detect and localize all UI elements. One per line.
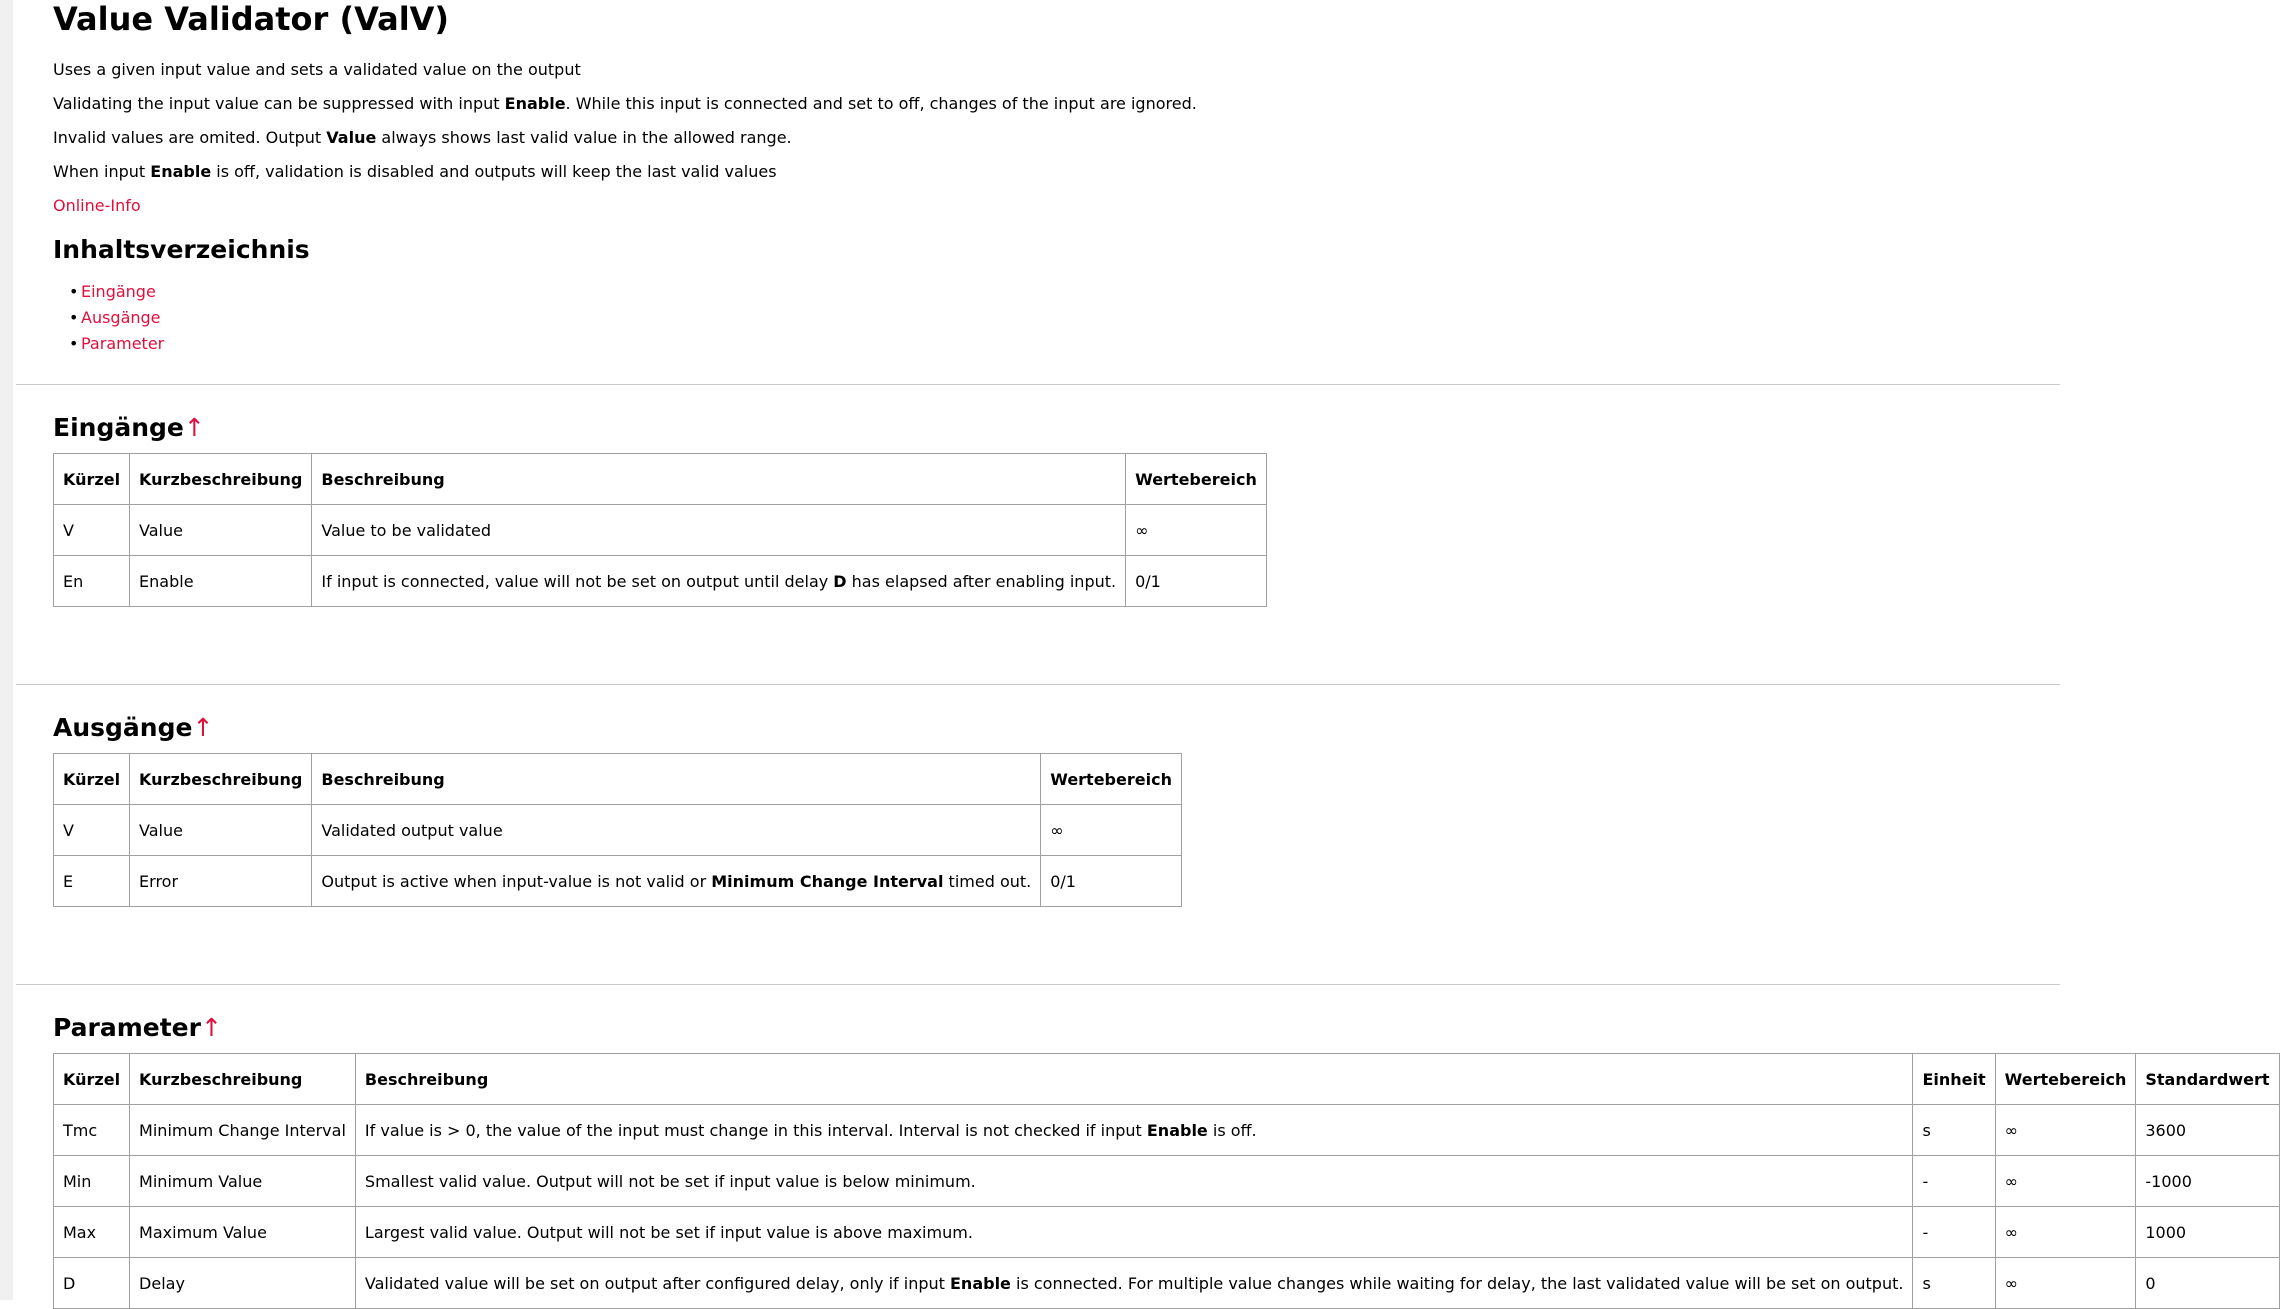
cell-desc: [355, 1258, 1913, 1309]
cell-desc: [312, 556, 1126, 607]
col-header-kurzbeschreibung: Kurzbeschreibung: [130, 454, 312, 505]
intro-line-3-text-c: always shows last valid value in the allowed range.: [376, 128, 792, 147]
intro-line-1-text: Uses a given input value and sets a validated value on the output: [53, 60, 581, 79]
cell-default: 3600: [2136, 1105, 2279, 1156]
cell-desc-text-c: is off.: [1207, 1120, 1257, 1140]
cell-desc: [355, 1105, 1913, 1156]
parameters-heading: [53, 1013, 2060, 1043]
table-row: [54, 505, 1267, 556]
cell-desc-text-c: has elapsed after enabling input.: [846, 571, 1117, 591]
parameters-back-to-top-link[interactable]: ↑: [200, 1013, 222, 1042]
intro-section: [16, 0, 2060, 357]
cell-short: Maximum Value: [130, 1207, 356, 1258]
page-content: [16, 0, 2270, 1309]
cell-unit: s: [1913, 1105, 1995, 1156]
cell-default: -1000: [2136, 1156, 2279, 1207]
inputs-back-to-top-link[interactable]: ↑: [183, 413, 205, 442]
cell-unit: -: [1913, 1207, 1995, 1258]
cell-abbr: E: [54, 856, 130, 907]
table-row: [54, 556, 1267, 607]
cell-unit: -: [1913, 1156, 1995, 1207]
cell-desc-text-c: is connected. For multiple value changes while waiting for delay, the last validated value will be set on output.: [1010, 1273, 1904, 1293]
col-header-kurzbeschreibung: Kurzbeschreibung: [130, 754, 312, 805]
col-header-wertebereich: Wertebereich: [1126, 454, 1267, 505]
section-divider-2: [16, 684, 2060, 685]
intro-line-2-bold: Enable: [504, 94, 566, 113]
toc-list: [53, 279, 2060, 357]
cell-desc-text-a: If input is connected, value will not be set on output until delay: [321, 571, 834, 591]
cell-desc: [355, 1207, 1913, 1258]
table-row: [54, 856, 1182, 907]
cell-short: Value: [130, 505, 312, 556]
cell-abbr: D: [54, 1258, 130, 1309]
cell-abbr: Max: [54, 1207, 130, 1258]
toc-item-ausgaenge: [81, 305, 2060, 331]
intro-line-4-bold: Enable: [150, 162, 212, 181]
section-divider-3: [16, 984, 2060, 985]
cell-desc-bold: D: [833, 571, 847, 591]
cell-desc-text-a: If value is > 0, the value of the input must change in this interval. Interval is not checked if input: [364, 1120, 1147, 1140]
cell-desc-text: Value to be validated: [321, 520, 492, 540]
cell-abbr: Tmc: [54, 1105, 130, 1156]
col-header-standardwert: Standardwert: [2136, 1054, 2279, 1105]
toc-item-eingaenge: [81, 279, 2060, 305]
cell-short: Value: [130, 805, 312, 856]
col-header-wertebereich: Wertebereich: [1041, 754, 1182, 805]
cell-default: 1000: [2136, 1207, 2279, 1258]
parameters-table: [53, 1053, 2280, 1309]
cell-range: ∞: [1041, 805, 1182, 856]
cell-desc: [355, 1156, 1913, 1207]
toc-link-ausgaenge[interactable]: Ausgänge: [81, 308, 161, 327]
cell-desc-text-c: timed out.: [943, 871, 1032, 891]
cell-desc-text-a: Validated value will be set on output after configured delay, only if input: [364, 1273, 950, 1293]
cell-desc-text: Smallest valid value. Output will not be set if input value is below minimum.: [364, 1171, 976, 1191]
parameters-heading-text: Parameter: [53, 1013, 201, 1042]
cell-range: ∞: [1995, 1207, 2136, 1258]
col-header-wertebereich: Wertebereich: [1995, 1054, 2136, 1105]
online-info-link[interactable]: Online-Info: [53, 196, 141, 215]
table-row: [54, 1258, 2280, 1309]
table-row: [54, 1156, 2280, 1207]
cell-desc-text: Largest valid value. Output will not be set if input value is above maximum.: [364, 1222, 973, 1242]
intro-line-1: [53, 53, 2060, 87]
cell-range: 0/1: [1041, 856, 1182, 907]
inputs-header-row: [54, 454, 1267, 505]
intro-line-3-text-a: Invalid values are omited. Output: [53, 128, 327, 147]
col-header-kuerzel: Kürzel: [54, 754, 130, 805]
intro-line-4-text-c: is off, validation is disabled and outputs will keep the last valid values: [211, 162, 777, 181]
col-header-beschreibung: Beschreibung: [355, 1054, 1913, 1105]
col-header-beschreibung: Beschreibung: [312, 754, 1041, 805]
toc-link-eingaenge[interactable]: Eingänge: [81, 282, 156, 301]
cell-abbr: En: [54, 556, 130, 607]
cell-desc-text: Validated output value: [321, 820, 503, 840]
outputs-table: [53, 753, 1182, 907]
cell-desc-bold: Enable: [950, 1273, 1011, 1293]
toc-item-parameter: [81, 331, 2060, 357]
intro-line-4: [53, 155, 2060, 189]
section-divider-1: [16, 384, 2060, 385]
outputs-header-row: [54, 754, 1182, 805]
outputs-back-to-top-link[interactable]: ↑: [192, 713, 214, 742]
inputs-heading: [53, 413, 2060, 443]
cell-desc-bold: Minimum Change Interval: [711, 871, 944, 891]
cell-desc: [312, 805, 1041, 856]
cell-desc-text-a: Output is active when input-value is not valid or: [321, 871, 712, 891]
intro-line-3-bold: Value: [326, 128, 377, 147]
cell-unit: s: [1913, 1258, 1995, 1309]
cell-short: Delay: [130, 1258, 356, 1309]
intro-line-2-text-c: . While this input is connected and set to off, changes of the input are ignored.: [565, 94, 1197, 113]
col-header-einheit: Einheit: [1913, 1054, 1995, 1105]
left-margin-strip: [0, 0, 13, 1300]
parameters-header-row: [54, 1054, 2280, 1105]
cell-short: Enable: [130, 556, 312, 607]
cell-abbr: V: [54, 805, 130, 856]
cell-range: ∞: [1995, 1258, 2136, 1309]
intro-line-4-text-a: When input: [53, 162, 151, 181]
inputs-table: [53, 453, 1267, 607]
inputs-section: [16, 413, 2060, 607]
cell-range: ∞: [1995, 1156, 2136, 1207]
parameters-section: [16, 1013, 2270, 1309]
cell-short: Error: [130, 856, 312, 907]
col-header-kuerzel: Kürzel: [54, 454, 130, 505]
col-header-beschreibung: Beschreibung: [312, 454, 1126, 505]
intro-line-2-text-a: Validating the input value can be suppressed with input: [53, 94, 505, 113]
toc-heading: Inhaltsverzeichnis: [53, 235, 310, 264]
outputs-heading: [53, 713, 2060, 743]
table-row: [54, 1207, 2280, 1258]
cell-range: ∞: [1126, 505, 1267, 556]
cell-abbr: Min: [54, 1156, 130, 1207]
cell-range: ∞: [1995, 1105, 2136, 1156]
intro-line-2: [53, 87, 2060, 121]
cell-default: 0: [2136, 1258, 2279, 1309]
outputs-section: [16, 713, 2060, 907]
cell-short: Minimum Value: [130, 1156, 356, 1207]
toc-link-parameter[interactable]: Parameter: [81, 334, 165, 353]
intro-line-3: [53, 121, 2060, 155]
outputs-heading-text: Ausgänge: [53, 713, 193, 742]
cell-desc-bold: Enable: [1146, 1120, 1208, 1140]
table-row: [54, 1105, 2280, 1156]
page-title: Value Validator (ValV): [53, 0, 450, 38]
table-row: [54, 805, 1182, 856]
inputs-heading-text: Eingänge: [53, 413, 184, 442]
cell-abbr: V: [54, 505, 130, 556]
cell-short: Minimum Change Interval: [130, 1105, 356, 1156]
cell-desc: [312, 505, 1126, 556]
cell-range: 0/1: [1126, 556, 1267, 607]
col-header-kuerzel: Kürzel: [54, 1054, 130, 1105]
col-header-kurzbeschreibung: Kurzbeschreibung: [130, 1054, 356, 1105]
cell-desc: [312, 856, 1041, 907]
